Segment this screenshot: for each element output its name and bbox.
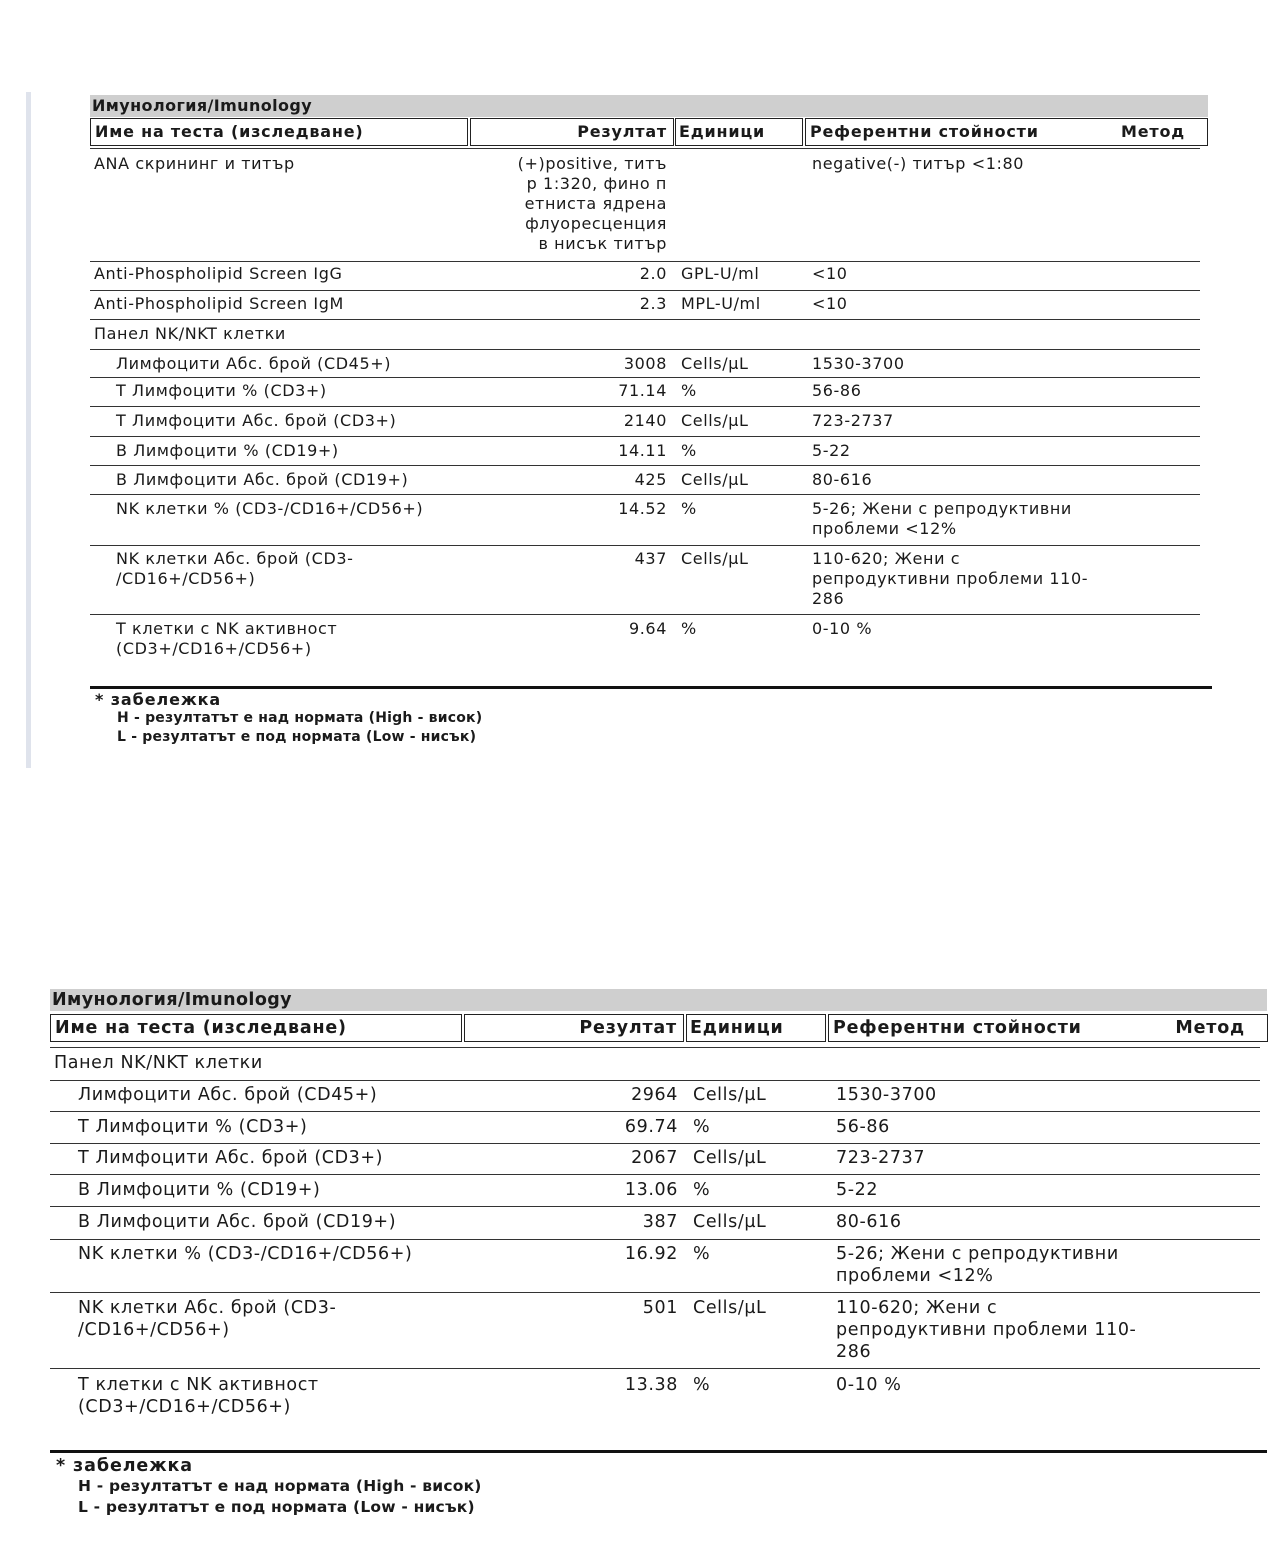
result-value: 13.38 [624, 1375, 678, 1395]
reference-value: <10 [812, 264, 848, 283]
test-name: В Лимфоцити Абс. брой (CD19+) [78, 1212, 397, 1232]
note-high: H - резултатът е над нормата (High - висок) [78, 1477, 482, 1495]
reference-value: 5-26; Жени с репродуктивни проблеми <12% [812, 499, 1072, 538]
header-test-label: Име на теста (изследване) [55, 1018, 347, 1038]
table-bottom-rule [90, 686, 1212, 689]
note-block [56, 1456, 482, 1518]
result-value: 437 [634, 549, 667, 568]
test-name: NK клетки Абс. брой (CD3- /CD16+/CD56+) [116, 549, 354, 588]
header-result-label: Резултат [577, 122, 667, 141]
reference-value: 1530-3700 [836, 1085, 937, 1105]
row-divider [90, 545, 1200, 546]
reference-value: 5-22 [836, 1180, 879, 1200]
reference-value: 110-620; Жени с репродуктивни проблеми 110- 286 [836, 1298, 1137, 1362]
reference-value: 56-86 [836, 1117, 890, 1137]
row-divider [50, 1292, 1260, 1293]
reference-value: 5-26; Жени с репродуктивни проблеми <12% [836, 1244, 1119, 1286]
test-name: Т Лимфоцити Абс. брой (CD3+) [78, 1148, 384, 1168]
test-name: ANA скрининг и титър [94, 154, 295, 173]
header-units-label: Единици [679, 122, 765, 141]
reference-value: 723-2737 [812, 411, 894, 430]
reference-value: 0-10 % [836, 1375, 902, 1395]
header-result-label: Резултат [579, 1018, 677, 1038]
units-value: % [681, 441, 697, 460]
header-test [50, 1014, 462, 1042]
reference-value: 1530-3700 [812, 354, 905, 373]
left-margin-bar [26, 92, 31, 768]
row-divider [90, 614, 1200, 615]
test-name: NK клетки % (CD3-/CD16+/CD56+) [78, 1244, 413, 1264]
result-value: 2067 [631, 1148, 678, 1168]
row-divider [90, 465, 1200, 466]
units-value: MPL-U/ml [681, 294, 761, 313]
result-value: 3008 [623, 354, 667, 373]
row-divider [90, 290, 1200, 291]
header-test [90, 118, 468, 146]
result-value: 71.14 [618, 381, 667, 400]
header-reference [828, 1014, 1268, 1042]
units-value: Cells/µL [681, 549, 749, 568]
reference-value: 56-86 [812, 381, 862, 400]
result-value: 2964 [631, 1085, 678, 1105]
row-divider [90, 349, 1200, 350]
result-value: 2.0 [639, 264, 667, 283]
units-value: Cells/µL [681, 411, 749, 430]
header-reference-label: Референтни стойности [833, 1018, 1082, 1038]
note-block [95, 690, 482, 747]
units-value: % [681, 619, 697, 638]
test-name: Т Лимфоцити % (CD3+) [78, 1117, 308, 1137]
units-value: Cells/µL [693, 1298, 767, 1318]
test-name: Т клетки с NK активност (CD3+/CD16+/CD56+) [116, 619, 338, 658]
units-value: % [693, 1375, 711, 1395]
result-value: 501 [642, 1298, 678, 1318]
header-method-label: Метод [1175, 1018, 1245, 1038]
row-divider [90, 494, 1200, 495]
row-divider [50, 1080, 1260, 1081]
section-title: Имунология/Imunology [50, 989, 1267, 1011]
test-name: В Лимфоцити % (CD19+) [116, 441, 339, 460]
units-value: Cells/µL [693, 1148, 767, 1168]
header-rule [90, 148, 1200, 149]
reference-value: 80-616 [812, 470, 873, 489]
header-result [470, 118, 674, 146]
header-reference [805, 118, 1208, 146]
units-value: Cells/µL [681, 470, 749, 489]
reference-value: 5-22 [812, 441, 851, 460]
header-units [686, 1014, 826, 1042]
result-value: 2.3 [639, 294, 667, 313]
note-low: L - резултатът е под нормата (Low - нисък) [78, 1498, 475, 1516]
result-value: 2140 [623, 411, 667, 430]
result-value: 14.52 [618, 499, 667, 518]
header-test-label: Име на теста (изследване) [95, 122, 364, 141]
row-divider [50, 1111, 1260, 1112]
reference-value: 80-616 [836, 1212, 902, 1232]
result-value: 13.06 [624, 1180, 678, 1200]
test-name: Anti-Phospholipid Screen IgM [94, 294, 344, 313]
test-name: В Лимфоцити % (CD19+) [78, 1180, 321, 1200]
header-units [675, 118, 803, 146]
header-reference-label: Референтни стойности [810, 122, 1039, 141]
row-divider [50, 1239, 1260, 1240]
result-value: 14.11 [618, 441, 667, 460]
header-method-label: Метод [1121, 122, 1185, 141]
units-value: % [693, 1180, 711, 1200]
test-name: Anti-Phospholipid Screen IgG [94, 264, 343, 283]
note-low: L - резултатът е под нормата (Low - нисък) [117, 729, 477, 745]
header-result [464, 1014, 684, 1042]
row-divider [50, 1143, 1260, 1144]
header-rule [50, 1047, 1260, 1048]
reference-value: <10 [812, 294, 848, 313]
row-divider [50, 1368, 1260, 1369]
units-value: GPL-U/ml [681, 264, 760, 283]
test-name: NK клетки Абс. брой (CD3- /CD16+/CD56+) [78, 1298, 337, 1340]
test-name: Т клетки с NK активност (CD3+/CD16+/CD56+) [78, 1375, 319, 1417]
units-value: % [681, 499, 697, 518]
table-bottom-rule [50, 1450, 1267, 1453]
row-divider [90, 406, 1200, 407]
test-name: Лимфоцити Абс. брой (CD45+) [116, 354, 392, 373]
reference-value: 0-10 % [812, 619, 873, 638]
units-value: Cells/µL [693, 1085, 767, 1105]
row-divider [90, 436, 1200, 437]
reference-value: 723-2737 [836, 1148, 926, 1168]
result-value: 9.64 [628, 619, 667, 638]
reference-value: negative(-) титър <1:80 [812, 154, 1025, 173]
units-value: % [693, 1117, 711, 1137]
test-name: Т Лимфоцити Абс. брой (CD3+) [116, 411, 397, 430]
result-value: 69.74 [624, 1117, 678, 1137]
section-title: Имунология/Imunology [90, 95, 1208, 117]
note-title: * забележка [95, 690, 222, 709]
test-name: Панел NK/NKT клетки [54, 1053, 263, 1073]
row-divider [50, 1206, 1260, 1207]
units-value: % [693, 1244, 711, 1264]
test-name: Лимфоцити Абс. брой (CD45+) [78, 1085, 378, 1105]
row-divider [90, 377, 1200, 378]
row-divider [90, 261, 1200, 262]
row-divider [90, 319, 1200, 320]
test-name: Панел NK/NKT клетки [94, 324, 286, 343]
test-name: Т Лимфоцити % (CD3+) [116, 381, 327, 400]
units-value: % [681, 381, 697, 400]
test-name: NK клетки % (CD3-/CD16+/CD56+) [116, 499, 424, 518]
row-divider [50, 1174, 1260, 1175]
note-title: * забележка [56, 1456, 193, 1476]
units-value: Cells/µL [693, 1212, 767, 1232]
reference-value: 110-620; Жени с репродуктивни проблеми 110- 286 [812, 549, 1089, 608]
result-value: (+)positive, титъ р 1:320, фино п етниста ядрена флуоресценция в нисък титър [517, 154, 667, 253]
header-units-label: Единици [690, 1018, 784, 1038]
result-value: 16.92 [624, 1244, 678, 1264]
result-value: 425 [634, 470, 667, 489]
result-value: 387 [642, 1212, 678, 1232]
note-high: H - резултатът е над нормата (High - висок) [117, 710, 483, 726]
units-value: Cells/µL [681, 354, 749, 373]
test-name: В Лимфоцити Абс. брой (CD19+) [116, 470, 409, 489]
